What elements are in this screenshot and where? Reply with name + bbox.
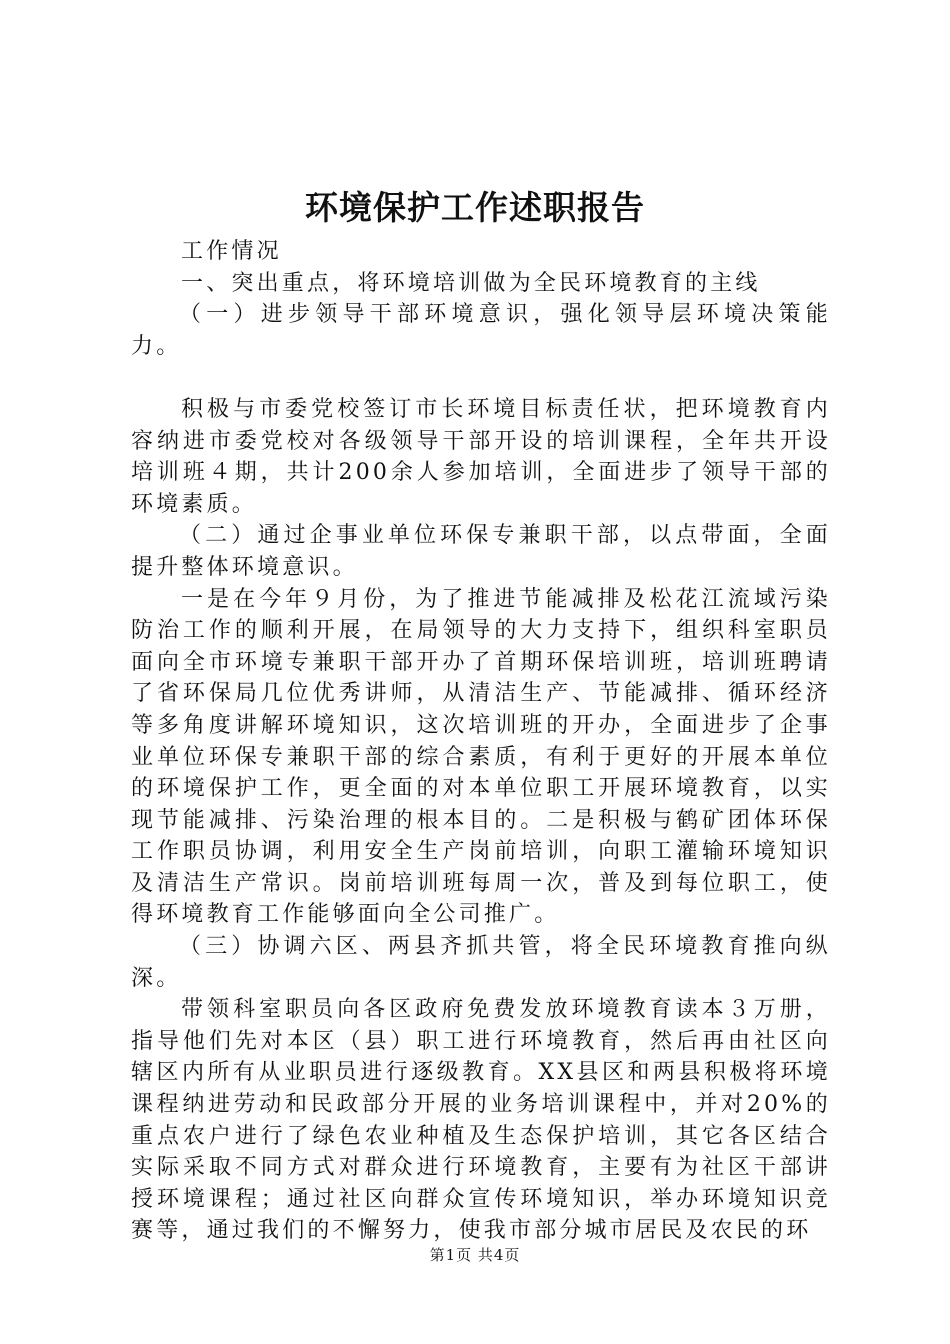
paragraph-training-class: 一是在今年９月份，为了推进节能减排及松花江流域污染防治工作的顺利开展，在局领导的大力支持下，组织科室职员面向全市环境专兼职干部开办了首期环保培训班，培训班聘请了省环保局几位优秀讲师，从清洁生产、节能减排、循环经济等多角度讲解环境知识，这次培训班的开办，全面进步了企事业单位环保专兼职干部的综合素质，有利于更好的开展本单位的环境保护工作，更全面的对本单位职工开展环境教育，以实现节能减排、污染治理的根本目的。二是积极与鹤矿团体环保工作职员协调，利用安全生产岗前培训，向职工灌输环境知识及清洁生产常识。岗前培训班每周一次，普及到每位职工，使得环境教育工作能够面向全公司推广。 (131, 586, 831, 928)
document-body (131, 236, 831, 1247)
page-number: 第1页 共4页 (429, 1246, 521, 1264)
subsection-heading-one: （一）进步领导干部环境意识，强化领导层环境决策能力。 (131, 302, 831, 359)
blank-line (131, 362, 831, 394)
section-heading-one: 一、突出重点，将环境培训做为全民环境教育的主线 (181, 270, 761, 296)
paragraph-textbook-distribution: 带领科室职员向各区政府免费发放环境教育读本３万册，指导他们先对本区（县）职工进行环境教育，然后再由社区向辖区内所有从业职员进行逐级教育。XX县区和两县积极将环境课程纳进劳动和民政部分开展的业务培训课程中，并对20%的重点农户进行了绿色农业种植及生态保护培训，其它各区结合实际采取不同方式对群众进行环境教育，主要有为社区干部讲授环境课程；通过社区向群众宣传环境知识，举办环境知识竞赛等，通过我们的不懈努力，使我市部分城市居民及农民的环 (131, 997, 831, 1244)
subsection-heading-two: （二）通过企事业单位环保专兼职干部，以点带面，全面提升整体环境意识。 (131, 523, 831, 580)
subsection-heading-three: （三）协调六区、两县齐抓共管，将全民环境教育推向纵深。 (131, 934, 831, 991)
document-title: 环境保护工作述职报告 (305, 188, 645, 227)
section-heading-work-status: 工作情况 (181, 239, 282, 264)
paragraph-party-school: 积极与市委党校签订市长环境目标责任状，把环境教育内容纳进市委党校对各级领导干部开设的培训课程，全年共开设培训班４期，共计200余人参加培训，全面进步了领导干部的环境素质。 (131, 396, 831, 517)
